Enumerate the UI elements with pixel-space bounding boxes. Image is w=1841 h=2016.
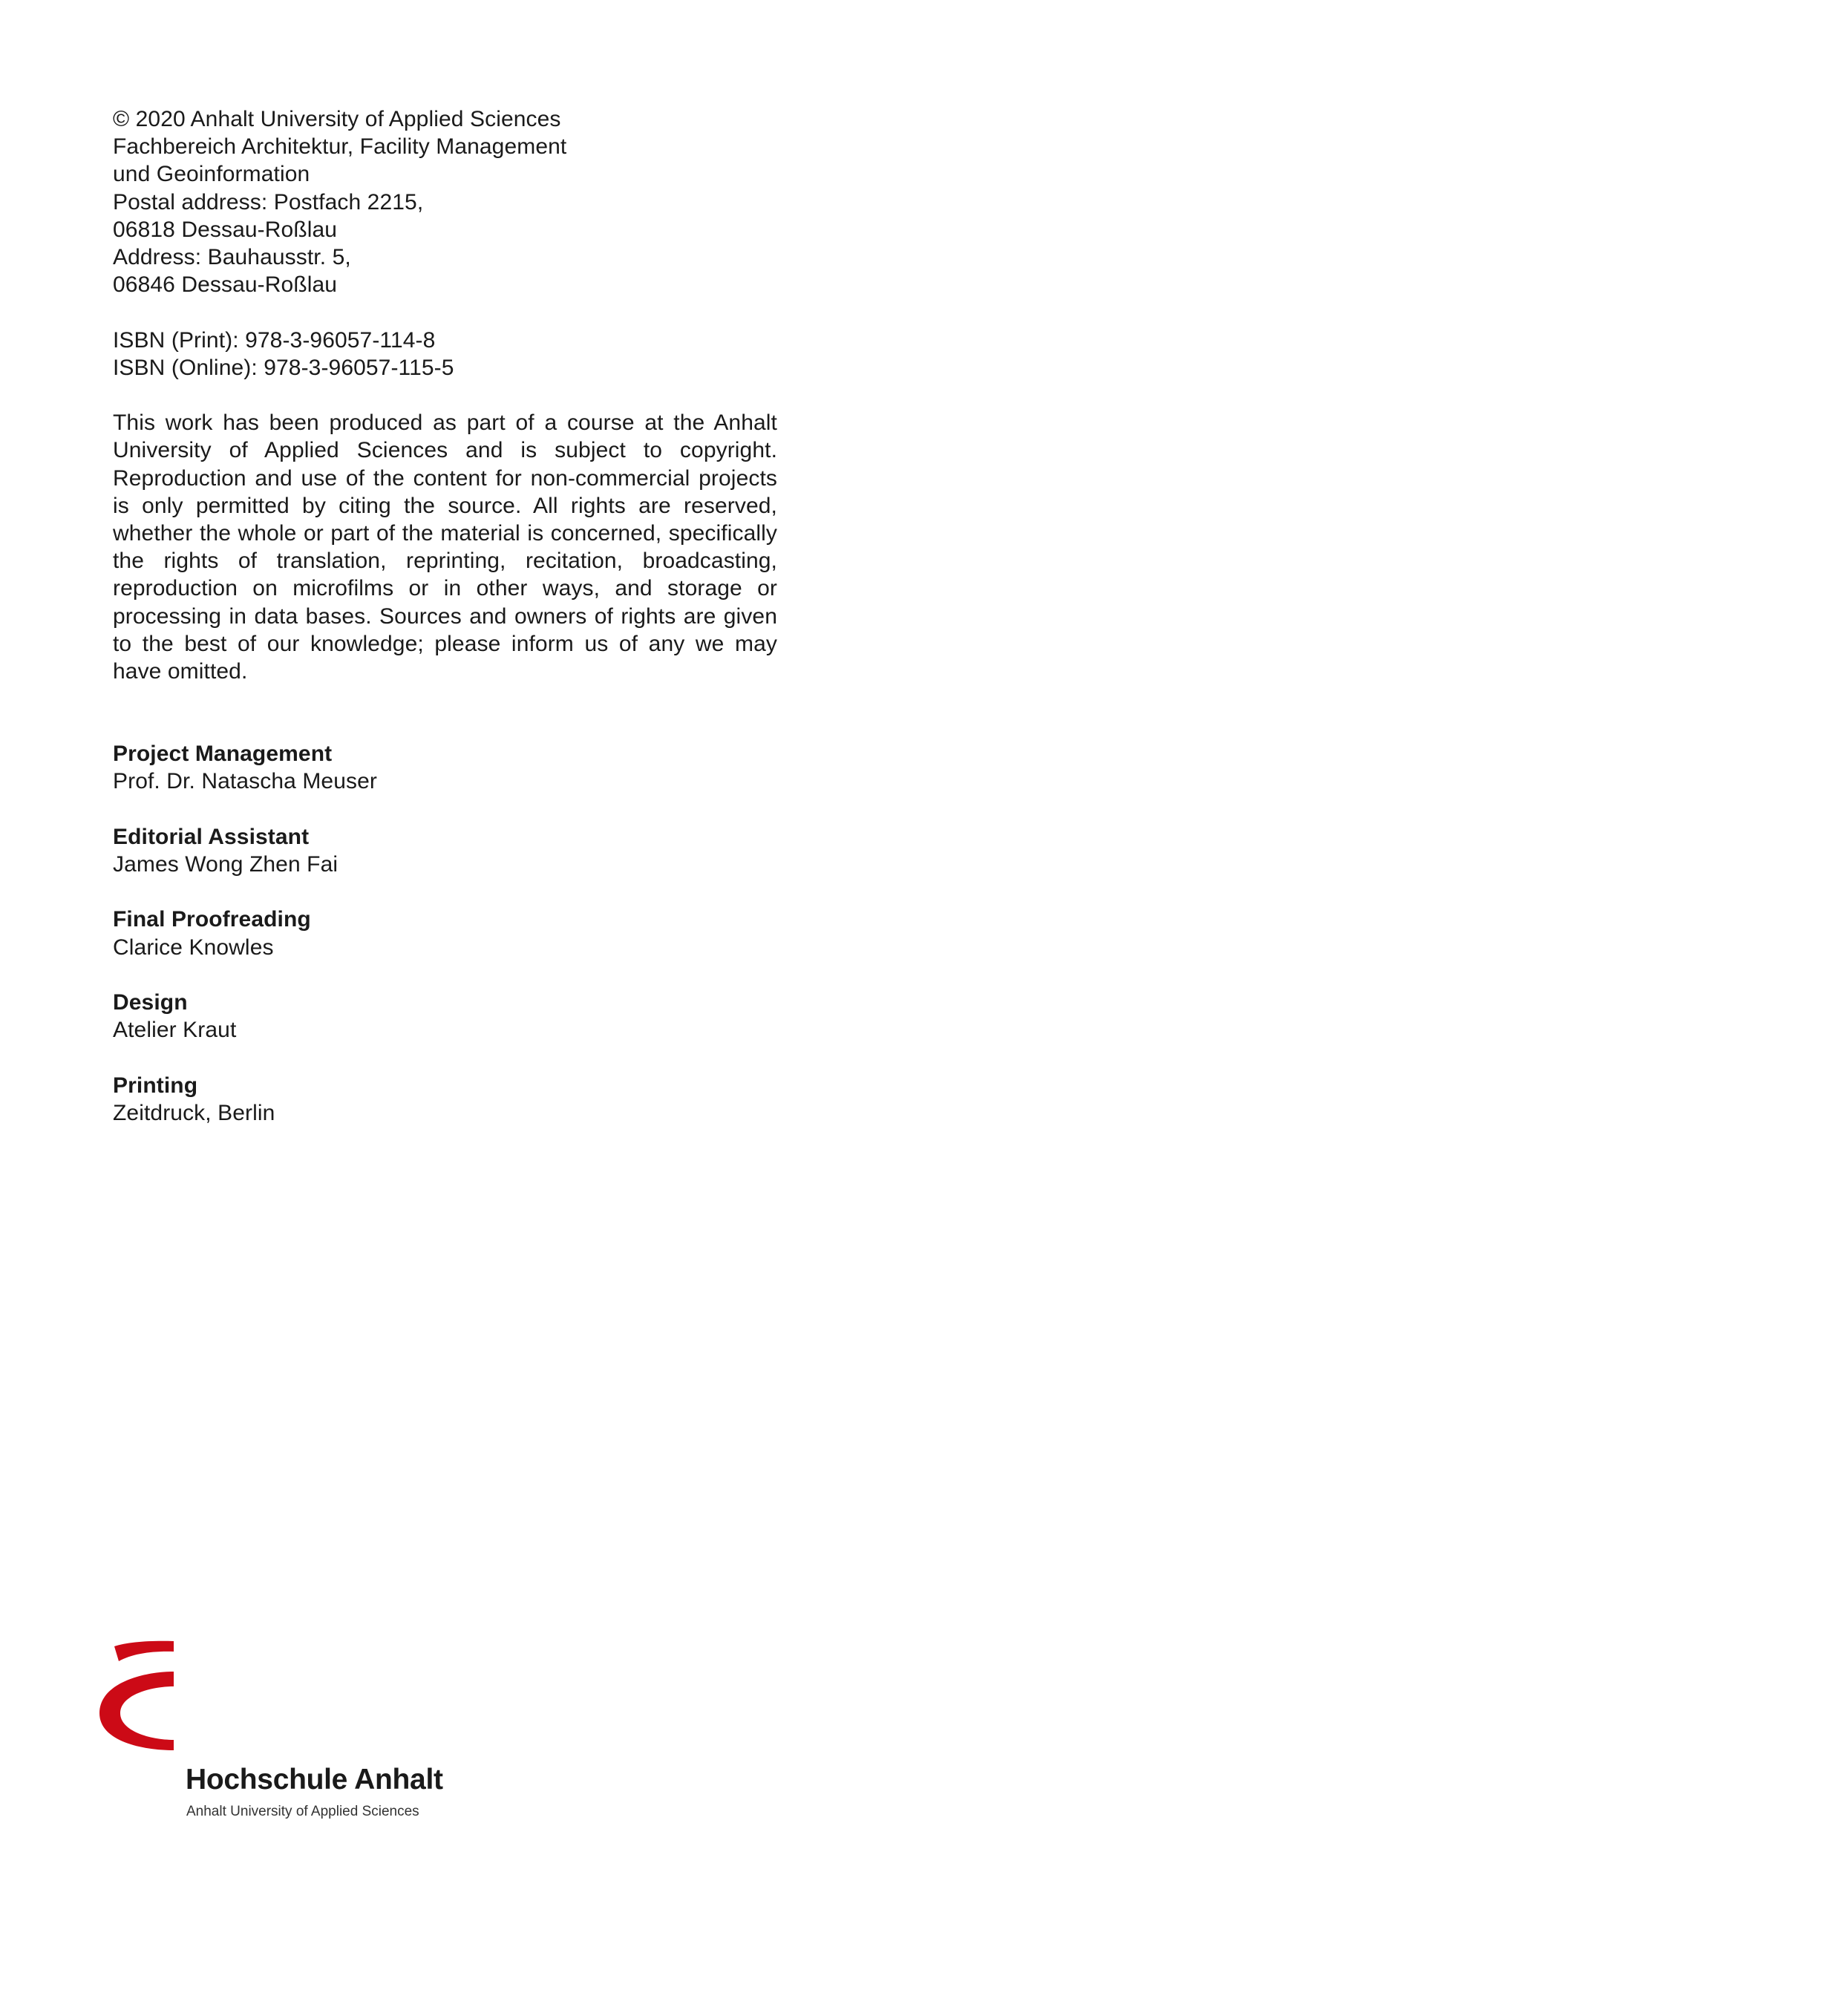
credit-role: Editorial Assistant	[113, 824, 310, 849]
credit-role: Final Proofreading	[113, 907, 311, 932]
logo-mark-arc	[99, 1672, 174, 1750]
credit-name: Zeitdruck, Berlin	[113, 1100, 275, 1125]
imprint-line: und Geoinformation	[113, 162, 310, 187]
imprint-line: Fachbereich Architektur, Facility Management	[113, 134, 567, 160]
imprint-line: © 2020 Anhalt University of Applied Sciences	[113, 107, 561, 131]
copyright-notice: This work has been produced as part of a course at the Anhalt University of Applied Sciences and is subject to copyright. Reproduction and use of the content for non-commercial projects is only permitted by citing the source. All rights are reserved, whether the whole or part of the material is concerned, specifically the rights of translation, reprinting, recitation, broadcasting, reproduction on microfilms or in other ways, and storage or processing in data bases. Sources and owners of rights are given to the best of our knowledge; please inform us of any we may have omitted.	[113, 410, 777, 684]
credit-role: Project Management	[113, 742, 333, 767]
credit-role: Design	[113, 990, 188, 1015]
credit-final-proofreading	[113, 906, 777, 960]
credit-printing	[113, 1072, 777, 1127]
imprint-line: Postal address: Postfach 2215,	[113, 189, 424, 215]
imprint-line: 06846 Dessau-Roßlau	[113, 272, 338, 298]
imprint-address	[113, 105, 777, 298]
credit-role: Printing	[113, 1073, 198, 1098]
credit-editorial-assistant	[113, 823, 777, 878]
credit-name: Atelier Kraut	[113, 1018, 237, 1043]
credit-design	[113, 989, 777, 1044]
logo-mark-flag	[114, 1641, 174, 1661]
hochschule-anhalt-mark-icon	[98, 1639, 180, 1758]
hochschule-anhalt-logo	[98, 1639, 469, 1832]
credit-project-management	[113, 740, 777, 795]
isbn-block	[113, 327, 777, 382]
imprint-line: 06818 Dessau-Roßlau	[113, 217, 338, 242]
logo-subtitle: Anhalt University of Applied Sciences	[186, 1804, 419, 1819]
credit-name: James Wong Zhen Fai	[113, 852, 339, 877]
imprint-line: Address: Bauhausstr. 5,	[113, 245, 351, 270]
isbn-online: ISBN (Online): 978-3-96057-115-5	[113, 355, 454, 380]
isbn-print: ISBN (Print): 978-3-96057-114-8	[113, 327, 436, 353]
logo-title: Hochschule Anhalt	[186, 1764, 443, 1796]
colophon	[113, 105, 777, 1154]
credit-name: Prof. Dr. Natascha Meuser	[113, 769, 377, 794]
credit-name: Clarice Knowles	[113, 935, 274, 960]
